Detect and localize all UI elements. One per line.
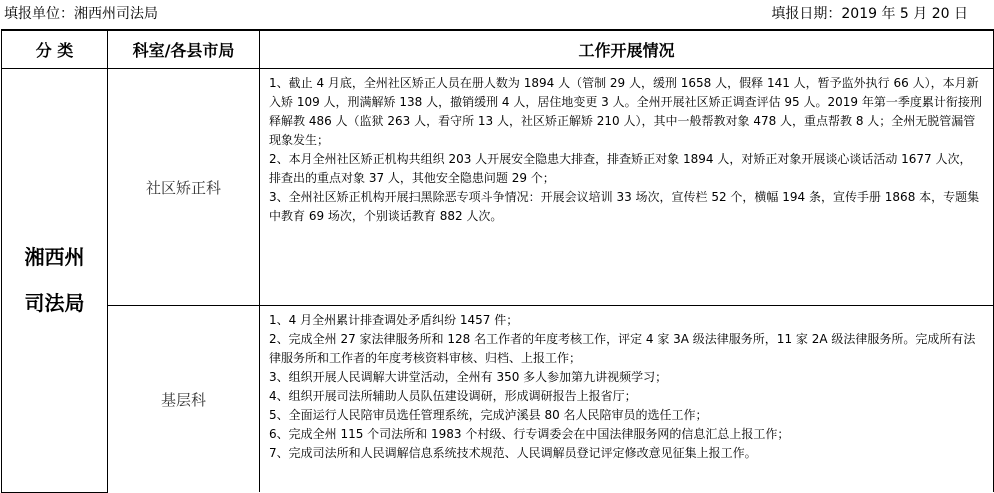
table-row (2, 306, 994, 493)
reporting-date: 填报日期：2019 年 5 月 20 日 (771, 6, 968, 22)
work-item: 6、完成全州 115 个司法所和 1983 个村级、行专调委会在中国法律服务网的信息汇总上报工作； (269, 427, 790, 441)
department-cell: 基层科 (108, 306, 260, 493)
work-report-table (1, 29, 994, 493)
work-status-cell (260, 306, 994, 493)
work-status-cell (260, 69, 994, 306)
department-cell: 社区矫正科 (108, 69, 260, 306)
column-header-category: 分 类 (2, 30, 108, 69)
work-item: 1、4 月全州累计排查调处矛盾纠纷 1457 件； (269, 313, 519, 327)
category-line-2: 司法局 (24, 291, 85, 316)
report-header (0, 0, 994, 28)
column-header-work-status: 工作开展情况 (260, 30, 994, 69)
work-item: 3、组织开展人民调解大讲堂活动，全州有 350 多人参加第九讲视频学习； (269, 370, 668, 384)
column-header-department: 科室/各县市局 (108, 30, 260, 69)
table-row (2, 69, 994, 306)
reporting-unit: 填报单位：湘西州司法局 (4, 6, 158, 22)
work-item: 2、完成全州 27 家法律服务所和 128 名工作者的年度考核工作，评定 4 家 3A 级法律服务所，11 家 2A 级法律服务所。完成所有法律服务所和工作者的年度考核资料审核、归档、上报工作； (269, 332, 976, 365)
table-header-row (2, 30, 994, 69)
work-item: 5、全面运行人民陪审员选任管理系统，完成泸溪县 80 名人民陪审员的选任工作； (269, 408, 708, 422)
category-line-1: 湘西州 (24, 245, 85, 270)
work-item: 7、完成司法所和人民调解信息系统技术规范、人民调解员登记评定修改意见征集上报工作。 (269, 446, 757, 460)
work-item: 4、组织开展司法所辅助人员队伍建设调研，形成调研报告上报省厅； (269, 389, 637, 403)
category-cell (2, 69, 108, 493)
work-item: 1、截止 4 月底，全州社区矫正人员在册人数为 1894 人（管制 29 人，缓刑 1658 人，假释 141 人，暂予监外执行 66 人），本月新入矫 109 人，刑满解矫 138 人，撤销缓刑 4 人，居住地变更 3 人。全州开展社区矫正调查评估 95 人。2019 年第一季度累计衔接刑释解教 486 人（监狱 263 人，看守所 13 人，社区矫正解矫 210 人），其中一般帮教对象 478 人，重点帮教 8 人；全州无脱管漏管现象发生； (269, 76, 982, 147)
work-item: 3、全州社区矫正机构开展扫黑除恶专项斗争情况：开展会议培训 33 场次，宣传栏 52 个，横幅 194 条，宣传手册 1868 本，专题集中教育 69 场次，个别谈话教育 882 人次。 (269, 190, 980, 223)
work-item: 2、本月全州社区矫正机构共组织 203 人开展安全隐患大排查，排查矫正对象 1894 人，对矫正对象开展谈心谈话活动 1677 人次，排查出的重点对象 37 人，其他安全隐患问题 29 个； (269, 152, 972, 185)
